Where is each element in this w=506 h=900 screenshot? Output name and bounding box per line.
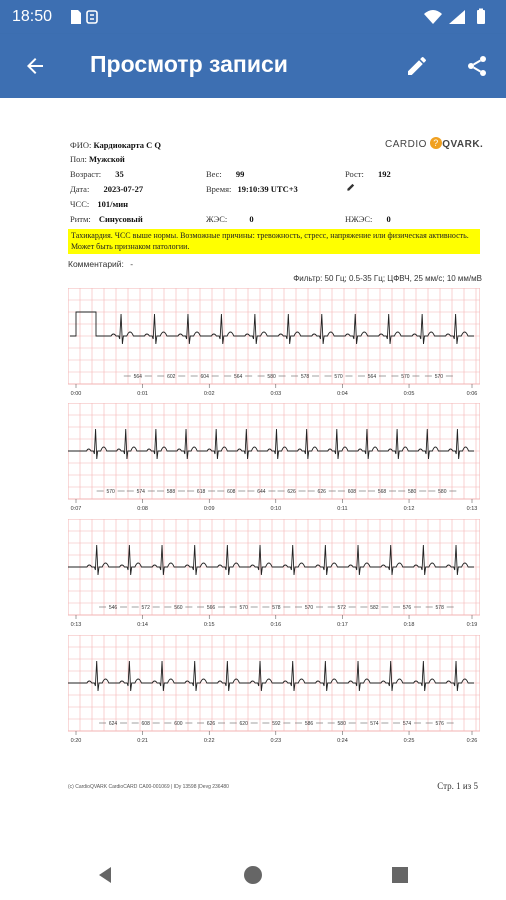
rr-interval-label: 608 — [141, 721, 150, 727]
rr-interval-label: 580 — [408, 489, 417, 495]
patient-weight-row: Вес: 99 — [206, 169, 245, 179]
rr-interval-label: 624 — [108, 721, 118, 727]
rr-interval-label: 578 — [435, 605, 444, 611]
time-label: 0:16 — [270, 622, 282, 628]
time-label: 0:09 — [203, 506, 215, 512]
rr-interval-label: 626 — [206, 721, 216, 727]
time-label: 0:20 — [70, 738, 82, 744]
rr-interval-label: 568 — [377, 489, 387, 495]
time-label: 0:12 — [403, 506, 415, 512]
ecg-waveform — [68, 661, 474, 691]
time-label: 0:24 — [337, 738, 348, 744]
time-label: 0:19 — [466, 622, 478, 628]
status-bar — [0, 0, 506, 34]
nav-home-button[interactable] — [238, 860, 268, 890]
time-label: 0:23 — [270, 738, 282, 744]
rr-interval-label: 592 — [272, 721, 281, 727]
rr-interval-label: 608 — [347, 489, 357, 495]
rr-interval-label: 570 — [401, 374, 410, 380]
pvc-row: ЖЭС: 0 — [206, 214, 254, 224]
rr-interval-label: 580 — [337, 721, 346, 727]
record-date-row: Дата: 2023-07-27 — [70, 184, 144, 194]
rr-interval-label: 586 — [304, 721, 314, 727]
edit-time-pencil-icon[interactable] — [346, 181, 357, 192]
rr-interval-label: 576 — [435, 721, 444, 727]
nav-recents-button[interactable] — [385, 860, 415, 890]
rr-interval-label: 570 — [239, 605, 248, 611]
rr-interval-label: 564 — [133, 374, 142, 380]
rhythm-row: Ритм: Синусовый — [70, 214, 143, 224]
rr-interval-label: 572 — [141, 605, 150, 611]
tachycardia-alert: Тахикардия. ЧСС выше нормы. Возможные причины: тревожность, стресс, напряжение или физическая активность. Может быть признаком патологии. — [68, 229, 480, 254]
rr-interval-label: 572 — [337, 605, 346, 611]
share-icon — [465, 54, 489, 78]
rr-interval-label: 574 — [370, 721, 379, 727]
time-label: 0:13 — [466, 506, 478, 512]
rr-interval-label: 618 — [196, 489, 206, 495]
time-label: 0:08 — [137, 506, 148, 512]
rr-interval-label: 620 — [239, 721, 248, 727]
rr-interval-label: 546 — [108, 605, 118, 611]
rr-interval-label: 582 — [370, 605, 379, 611]
rr-interval-label: 570 — [334, 374, 343, 380]
patient-name-row: ФИО: Кардиокарта С Q — [70, 140, 162, 150]
sd-card-icon — [68, 9, 108, 25]
app-bar — [0, 34, 506, 98]
ecg-waveform — [68, 545, 474, 575]
time-label: 0:21 — [137, 738, 148, 744]
ecg-report-page — [0, 98, 506, 850]
rr-interval-label: 570 — [106, 489, 115, 495]
time-label: 0:13 — [70, 622, 82, 628]
time-label: 0:02 — [203, 391, 215, 397]
time-label: 0:15 — [203, 622, 215, 628]
circle-home-icon — [243, 865, 263, 885]
time-label: 0:26 — [466, 738, 478, 744]
device-footer: (c) CardioQVARK CardioCARD CA00-001069 | IDy 13598 |Devg 236480 — [68, 784, 229, 790]
rr-interval-label: 602 — [167, 374, 176, 380]
rr-interval-label: 570 — [434, 374, 444, 380]
time-label: 0:07 — [70, 506, 82, 512]
time-label: 0:10 — [270, 506, 282, 512]
rr-interval-label: 564 — [233, 374, 243, 380]
time-label: 0:01 — [137, 391, 148, 397]
rr-interval-label: 564 — [367, 374, 377, 380]
rr-interval-label: 600 — [174, 721, 183, 727]
time-label: 0:03 — [270, 391, 282, 397]
status-time: 18:50 — [12, 8, 53, 25]
rr-interval-label: 578 — [300, 374, 310, 380]
record-time-row: Время: 19:10:39 UTC+3 — [206, 184, 298, 194]
rr-interval-label: 626 — [287, 489, 296, 495]
time-label: 0:14 — [137, 622, 148, 628]
rr-interval-label: 626 — [317, 489, 326, 495]
svg-text:?: ? — [433, 138, 439, 148]
pencil-icon — [405, 54, 429, 78]
nav-back-button[interactable] — [90, 860, 120, 890]
rr-interval-label: 608 — [227, 489, 236, 495]
time-label: 0:25 — [403, 738, 415, 744]
ecg-waveform — [68, 429, 474, 459]
rr-interval-label: 576 — [402, 605, 412, 611]
time-label: 0:06 — [466, 391, 478, 397]
rr-interval-label: 574 — [136, 489, 145, 495]
status-system-icons — [422, 8, 494, 31]
square-recents-icon — [391, 866, 409, 884]
cardioqvark-logo: CARDIO ? QVARK. — [385, 138, 484, 150]
heart-rate-row: ЧСС: 101/мин — [70, 199, 129, 209]
triangle-back-icon — [96, 866, 114, 884]
rr-interval-label: 578 — [272, 605, 281, 611]
share-button[interactable] — [459, 48, 495, 84]
time-label: 0:22 — [203, 738, 215, 744]
filter-settings: Фильтр: 50 Гц; 0.5-35 Гц; ЦФВЧ, 25 мм/с; 10 мм/мВ — [293, 274, 482, 283]
system-nav-bar — [0, 850, 506, 900]
ecg-strip-4 — [68, 635, 480, 747]
edit-button[interactable] — [399, 48, 435, 84]
patient-sex-row: Пол: Мужской — [70, 154, 125, 164]
rr-interval-label: 570 — [304, 605, 314, 611]
signal-icon — [449, 10, 465, 24]
battery-icon — [477, 10, 485, 24]
rr-interval-label: 644 — [257, 489, 266, 495]
back-button[interactable] — [17, 48, 53, 84]
arrow-back-icon — [23, 54, 47, 78]
rr-interval-label: 604 — [200, 374, 209, 380]
wifi-icon — [424, 10, 442, 24]
page-title: Просмотр записи — [90, 51, 288, 77]
rr-interval-label: 560 — [174, 605, 183, 611]
logo-mark-icon — [430, 137, 442, 149]
rr-interval-label: 580 — [267, 374, 276, 380]
time-label: 0:18 — [403, 622, 415, 628]
pac-row: НЖЭС: 0 — [345, 214, 391, 224]
rr-interval-label: 574 — [402, 721, 412, 727]
time-label: 0:04 — [337, 391, 348, 397]
rr-interval-label: 588 — [166, 489, 176, 495]
rr-interval-label: 580 — [438, 489, 447, 495]
patient-age-row: Возраст: 35 — [70, 169, 124, 179]
time-label: 0:17 — [337, 622, 348, 628]
time-label: 0:11 — [337, 506, 348, 512]
ecg-strip-3 — [68, 519, 480, 631]
rr-interval-label: 566 — [206, 605, 216, 611]
time-label: 0:00 — [70, 391, 82, 397]
ecg-strip-2 — [68, 403, 480, 515]
time-label: 0:05 — [403, 391, 415, 397]
ecg-strip-1 — [68, 288, 480, 400]
comment-row: Комментарий: - — [68, 259, 134, 269]
status-notification-icons — [68, 9, 108, 30]
patient-height-row: Рост: 192 — [345, 169, 391, 179]
page-indicator: Стр. 1 из 5 — [437, 781, 478, 791]
